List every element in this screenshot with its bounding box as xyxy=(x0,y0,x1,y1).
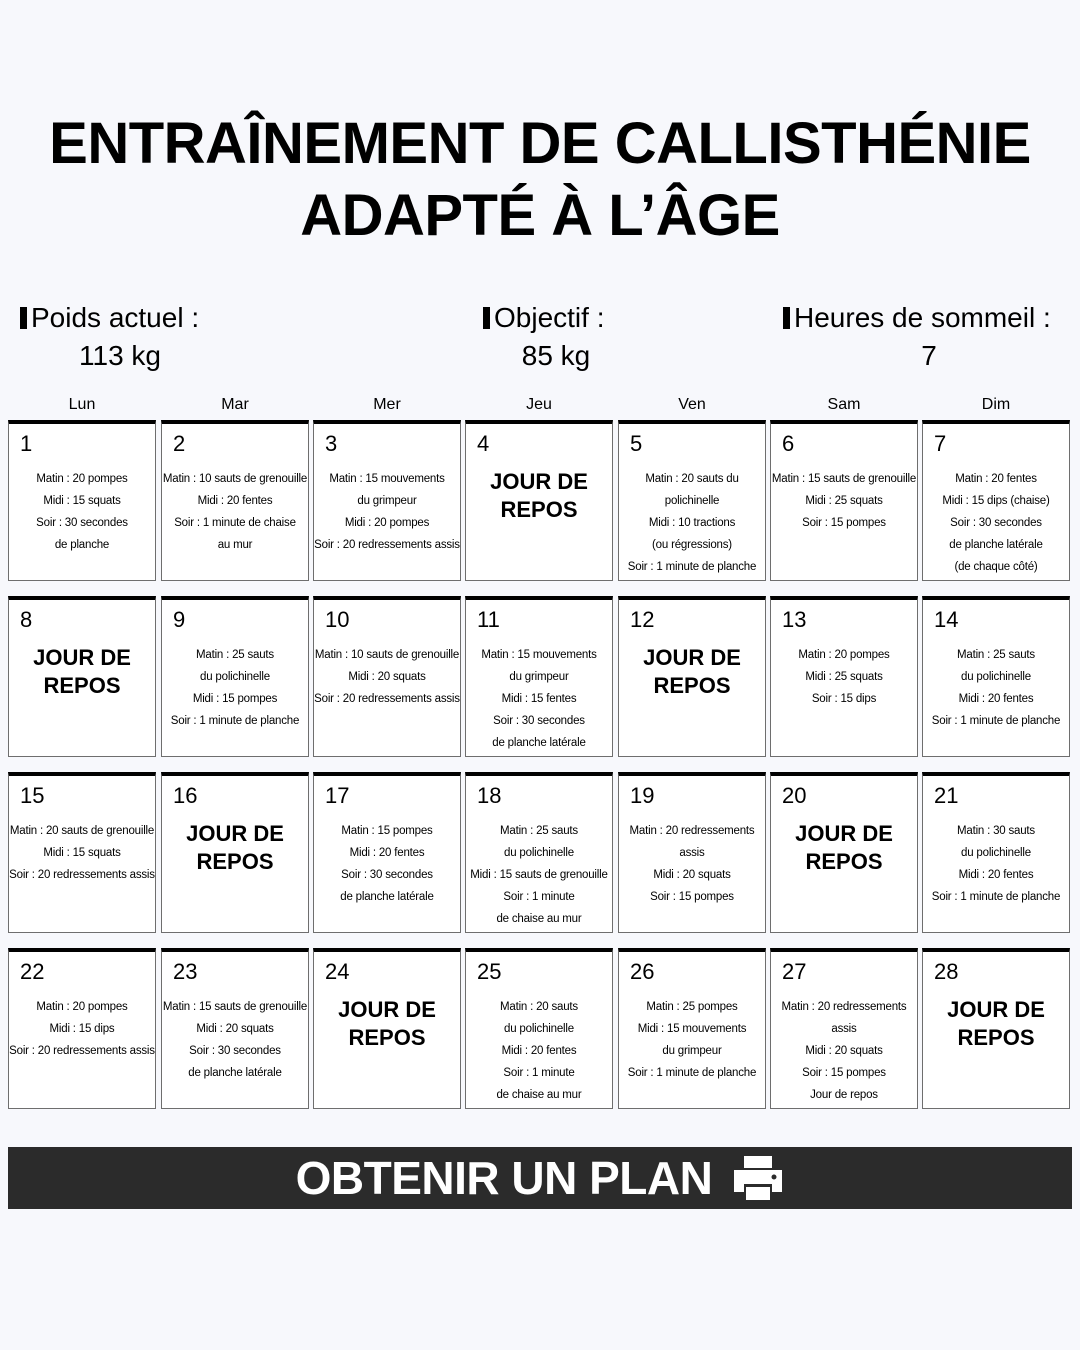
title-line-1: ENTRAÎNEMENT DE CALLISTHÉNIE xyxy=(49,111,1031,176)
calendar-day xyxy=(465,596,613,757)
workout-line: du grimpeur xyxy=(509,671,569,683)
stat-value: 85 kg xyxy=(521,340,591,371)
stat-label: Objectif : xyxy=(494,302,605,333)
workout-list xyxy=(466,820,612,930)
workout-line: Soir : 20 redressements assis xyxy=(314,693,460,705)
workout-line: Soir : 30 secondes xyxy=(341,869,433,881)
workout-line: Midi : 20 fentes xyxy=(197,495,273,507)
workout-line: Midi : 20 squats xyxy=(653,869,731,881)
workout-line: Matin : 15 mouvements xyxy=(481,649,597,661)
workout-line: (ou régressions) xyxy=(652,539,732,551)
workout-list xyxy=(771,644,917,710)
rest-label-line: REPOS xyxy=(957,1025,1035,1050)
workout-line: Midi : 20 fentes xyxy=(501,1045,577,1057)
calendar-day xyxy=(770,596,918,757)
workout-line: assis xyxy=(831,1023,857,1035)
workout-list xyxy=(619,468,765,578)
workout-line: Soir : 1 minute de planche xyxy=(627,1067,757,1079)
calendar-day xyxy=(313,772,461,933)
workout-line: Midi : 15 fentes xyxy=(501,693,577,705)
workout-line: de chaise au mur xyxy=(496,1089,582,1101)
workout-line: Soir : 30 secondes xyxy=(36,517,128,529)
workout-list xyxy=(771,996,917,1106)
workout-line: Midi : 20 squats xyxy=(348,671,426,683)
calendar-day xyxy=(618,948,766,1109)
day-number: 16 xyxy=(173,783,198,808)
rest-label-line: JOUR DE xyxy=(643,645,741,670)
workout-line: Midi : 15 mouvements xyxy=(637,1023,747,1035)
weekday-label: Jeu xyxy=(526,396,552,413)
workout-list xyxy=(314,468,460,556)
workout-list xyxy=(314,820,460,908)
workout-line: du polichinelle xyxy=(961,671,1031,683)
workout-line: Soir : 20 redressements assis xyxy=(9,869,155,881)
workout-line: Matin : 15 sauts de grenouille xyxy=(771,473,917,485)
rest-day-label xyxy=(771,820,917,876)
workout-line: Soir : 15 dips xyxy=(811,693,877,705)
workout-line: Soir : 15 pompes xyxy=(802,1067,886,1079)
day-number: 1 xyxy=(20,431,33,456)
workout-line: Jour de repos xyxy=(810,1089,878,1101)
workout-list xyxy=(466,996,612,1106)
workout-line: Matin : 20 redressements xyxy=(629,825,755,837)
workout-line: Midi : 25 squats xyxy=(805,671,883,683)
bar-marker-icon xyxy=(783,307,790,329)
calendar-day-rest xyxy=(922,948,1070,1109)
workout-line: Matin : 25 sauts xyxy=(957,649,1035,661)
stat-goal xyxy=(483,300,605,371)
day-number: 24 xyxy=(325,959,350,984)
workout-line: Matin : 15 pompes xyxy=(341,825,433,837)
get-plan-button[interactable] xyxy=(8,1147,1072,1209)
calendar-day-rest xyxy=(770,772,918,933)
rest-label-line: REPOS xyxy=(805,849,883,874)
workout-line: Midi : 15 sauts de grenouille xyxy=(470,869,608,881)
workout-line: Midi : 15 dips (chaise) xyxy=(942,495,1050,507)
rest-day-label xyxy=(9,644,155,700)
rest-label-line: JOUR DE xyxy=(186,821,284,846)
workout-line: du grimpeur xyxy=(662,1045,722,1057)
day-number: 7 xyxy=(934,431,947,456)
stat-label: Heures de sommeil : xyxy=(794,302,1051,333)
workout-line: de planche latérale xyxy=(188,1067,282,1079)
workout-line: de planche xyxy=(54,539,110,551)
workout-line: Matin : 30 sauts xyxy=(957,825,1035,837)
workout-line: Midi : 20 squats xyxy=(805,1045,883,1057)
workout-list xyxy=(771,468,917,534)
day-number: 26 xyxy=(630,959,655,984)
calendar-day xyxy=(922,772,1070,933)
workout-line: Matin : 20 pompes xyxy=(36,473,128,485)
weekday-label: Ven xyxy=(678,396,706,413)
workout-list xyxy=(314,644,460,710)
calendar-day xyxy=(770,420,918,581)
workout-line: Soir : 1 minute de planche xyxy=(627,561,757,573)
day-number: 28 xyxy=(934,959,959,984)
workout-line: Matin : 25 sauts xyxy=(196,649,274,661)
workout-line: polichinelle xyxy=(664,495,720,507)
workout-list xyxy=(619,996,765,1084)
calendar-day xyxy=(770,948,918,1109)
calendar-day xyxy=(465,948,613,1109)
day-number: 27 xyxy=(782,959,807,984)
calendar-grid xyxy=(8,420,1072,1110)
rest-label-line: REPOS xyxy=(196,849,274,874)
weekday-label: Mar xyxy=(221,396,249,413)
day-number: 14 xyxy=(934,607,959,632)
workout-line: Soir : 20 redressements assis xyxy=(314,539,460,551)
workout-line: Matin : 15 mouvements xyxy=(329,473,445,485)
workout-line: Matin : 10 sauts de grenouille xyxy=(314,649,460,661)
workout-line: Matin : 25 pompes xyxy=(646,1001,738,1013)
workout-line: Midi : 15 dips xyxy=(49,1023,115,1035)
rest-label-line: REPOS xyxy=(348,1025,426,1050)
workout-list xyxy=(162,468,308,556)
stats-row xyxy=(0,300,1080,380)
bar-marker-icon xyxy=(483,307,490,329)
workout-line: Matin : 20 fentes xyxy=(955,473,1037,485)
day-number: 10 xyxy=(325,607,350,632)
rest-label-line: JOUR DE xyxy=(338,997,436,1022)
workout-line: Midi : 20 fentes xyxy=(958,869,1034,881)
workout-list xyxy=(9,820,155,886)
calendar-day xyxy=(161,596,309,757)
workout-line: Soir : 1 minute de planche xyxy=(931,715,1061,727)
workout-line: Midi : 20 fentes xyxy=(349,847,425,859)
workout-line: Midi : 10 tractions xyxy=(648,517,736,529)
workout-line: Midi : 20 fentes xyxy=(958,693,1034,705)
rest-label-line: REPOS xyxy=(43,673,121,698)
workout-line: Soir : 30 secondes xyxy=(950,517,1042,529)
workout-line: au mur xyxy=(217,539,253,551)
calendar-day xyxy=(8,420,156,581)
workout-line: Soir : 15 pompes xyxy=(802,517,886,529)
day-number: 21 xyxy=(934,783,959,808)
day-number: 6 xyxy=(782,431,795,456)
workout-list xyxy=(9,468,155,556)
day-number: 5 xyxy=(630,431,643,456)
workout-line: Matin : 20 redressements xyxy=(781,1001,907,1013)
workout-line: du polichinelle xyxy=(200,671,270,683)
stat-sleep-hours xyxy=(783,300,1051,371)
rest-label-line: JOUR DE xyxy=(33,645,131,670)
title-line-2: ADAPTÉ À L’ÂGE xyxy=(300,183,780,248)
workout-line: Soir : 30 secondes xyxy=(493,715,585,727)
stat-current-weight xyxy=(20,300,200,371)
workout-line: Soir : 1 minute xyxy=(503,891,575,903)
calendar-day xyxy=(465,772,613,933)
workout-line: Matin : 10 sauts de grenouille xyxy=(162,473,308,485)
workout-line: Midi : 20 squats xyxy=(196,1023,274,1035)
workout-list xyxy=(619,820,765,908)
workout-list xyxy=(162,996,308,1084)
day-number: 11 xyxy=(477,607,500,632)
day-number: 15 xyxy=(20,783,45,808)
workout-line: Midi : 20 pompes xyxy=(344,517,430,529)
calendar-day-rest xyxy=(618,596,766,757)
day-number: 3 xyxy=(325,431,338,456)
calendar-day xyxy=(922,420,1070,581)
workout-line: Matin : 20 pompes xyxy=(798,649,890,661)
workout-line: Matin : 20 sauts xyxy=(500,1001,578,1013)
page-title xyxy=(0,108,1080,252)
workout-line: Soir : 15 pompes xyxy=(650,891,734,903)
weekday-label: Sam xyxy=(827,396,861,413)
workout-line: Matin : 20 pompes xyxy=(36,1001,128,1013)
day-number: 9 xyxy=(173,607,186,632)
workout-line: du polichinelle xyxy=(961,847,1031,859)
rest-label-line: JOUR DE xyxy=(490,469,588,494)
workout-line: Matin : 20 sauts de grenouille xyxy=(9,825,155,837)
rest-day-label xyxy=(619,644,765,700)
calendar-day xyxy=(8,772,156,933)
workout-line: de planche latérale xyxy=(492,737,586,749)
workout-line: Soir : 30 secondes xyxy=(189,1045,281,1057)
weekday-label: Dim xyxy=(981,396,1011,413)
rest-day-label xyxy=(923,996,1069,1052)
rest-label-line: JOUR DE xyxy=(947,997,1045,1022)
rest-label-line: REPOS xyxy=(500,497,578,522)
calendar-day xyxy=(618,420,766,581)
workout-line: Matin : 15 sauts de grenouille xyxy=(162,1001,308,1013)
day-number: 23 xyxy=(173,959,198,984)
day-number: 4 xyxy=(477,431,490,456)
workout-line: du polichinelle xyxy=(504,847,574,859)
rest-day-label xyxy=(314,996,460,1052)
day-number: 12 xyxy=(630,607,655,632)
day-number: 17 xyxy=(325,783,350,808)
day-number: 8 xyxy=(20,607,33,632)
workout-line: Soir : 20 redressements assis xyxy=(9,1045,155,1057)
calendar-day-rest xyxy=(8,596,156,757)
workout-line: Midi : 15 pompes xyxy=(192,693,278,705)
workout-list xyxy=(923,820,1069,908)
workout-line: du polichinelle xyxy=(504,1023,574,1035)
workout-list xyxy=(9,996,155,1062)
day-number: 13 xyxy=(782,607,807,632)
workout-line: Matin : 25 sauts xyxy=(500,825,578,837)
workout-line: de chaise au mur xyxy=(496,913,582,925)
workout-line: Soir : 1 minute de planche xyxy=(931,891,1061,903)
weekday-label: Mer xyxy=(373,396,401,413)
day-number: 18 xyxy=(477,783,502,808)
day-number: 22 xyxy=(20,959,45,984)
calendar-day xyxy=(618,772,766,933)
calendar-day xyxy=(161,420,309,581)
workout-line: Soir : 1 minute xyxy=(503,1067,575,1079)
workout-line: Midi : 15 squats xyxy=(43,847,121,859)
workout-line: Midi : 15 squats xyxy=(43,495,121,507)
calendar-day xyxy=(313,420,461,581)
calendar-day-rest xyxy=(313,948,461,1109)
workout-line: assis xyxy=(679,847,705,859)
bar-marker-icon xyxy=(20,307,27,329)
calendar-day-rest xyxy=(161,772,309,933)
workout-line: du grimpeur xyxy=(357,495,417,507)
workout-line: Matin : 20 sauts du xyxy=(645,473,739,485)
rest-day-label xyxy=(162,820,308,876)
workout-line: de planche latérale xyxy=(340,891,434,903)
workout-line: de planche latérale xyxy=(949,539,1043,551)
day-number: 20 xyxy=(782,783,807,808)
day-number: 2 xyxy=(173,431,186,456)
workout-list xyxy=(923,468,1069,578)
workout-list xyxy=(162,644,308,732)
stat-label: Poids actuel : xyxy=(31,302,200,333)
printer-icon xyxy=(732,1154,784,1202)
calendar-day xyxy=(161,948,309,1109)
weekday-header xyxy=(8,396,1072,416)
calendar-day xyxy=(313,596,461,757)
workout-line: (de chaque côté) xyxy=(954,561,1038,573)
workout-line: Midi : 25 squats xyxy=(805,495,883,507)
workout-line: Soir : 1 minute de planche xyxy=(170,715,300,727)
rest-day-label xyxy=(466,468,612,524)
workout-list xyxy=(466,644,612,754)
calendar-day xyxy=(922,596,1070,757)
stat-value: 7 xyxy=(921,340,937,371)
weekday-label: Lun xyxy=(68,396,96,413)
stat-value: 113 kg xyxy=(79,340,161,371)
workout-list xyxy=(923,644,1069,732)
get-plan-label: OBTENIR UN PLAN xyxy=(295,1152,713,1204)
rest-label-line: JOUR DE xyxy=(795,821,893,846)
calendar-day xyxy=(8,948,156,1109)
calendar-day-rest xyxy=(465,420,613,581)
day-number: 25 xyxy=(477,959,502,984)
workout-line: Soir : 1 minute de chaise xyxy=(174,517,296,529)
day-number: 19 xyxy=(630,783,655,808)
rest-label-line: REPOS xyxy=(653,673,731,698)
